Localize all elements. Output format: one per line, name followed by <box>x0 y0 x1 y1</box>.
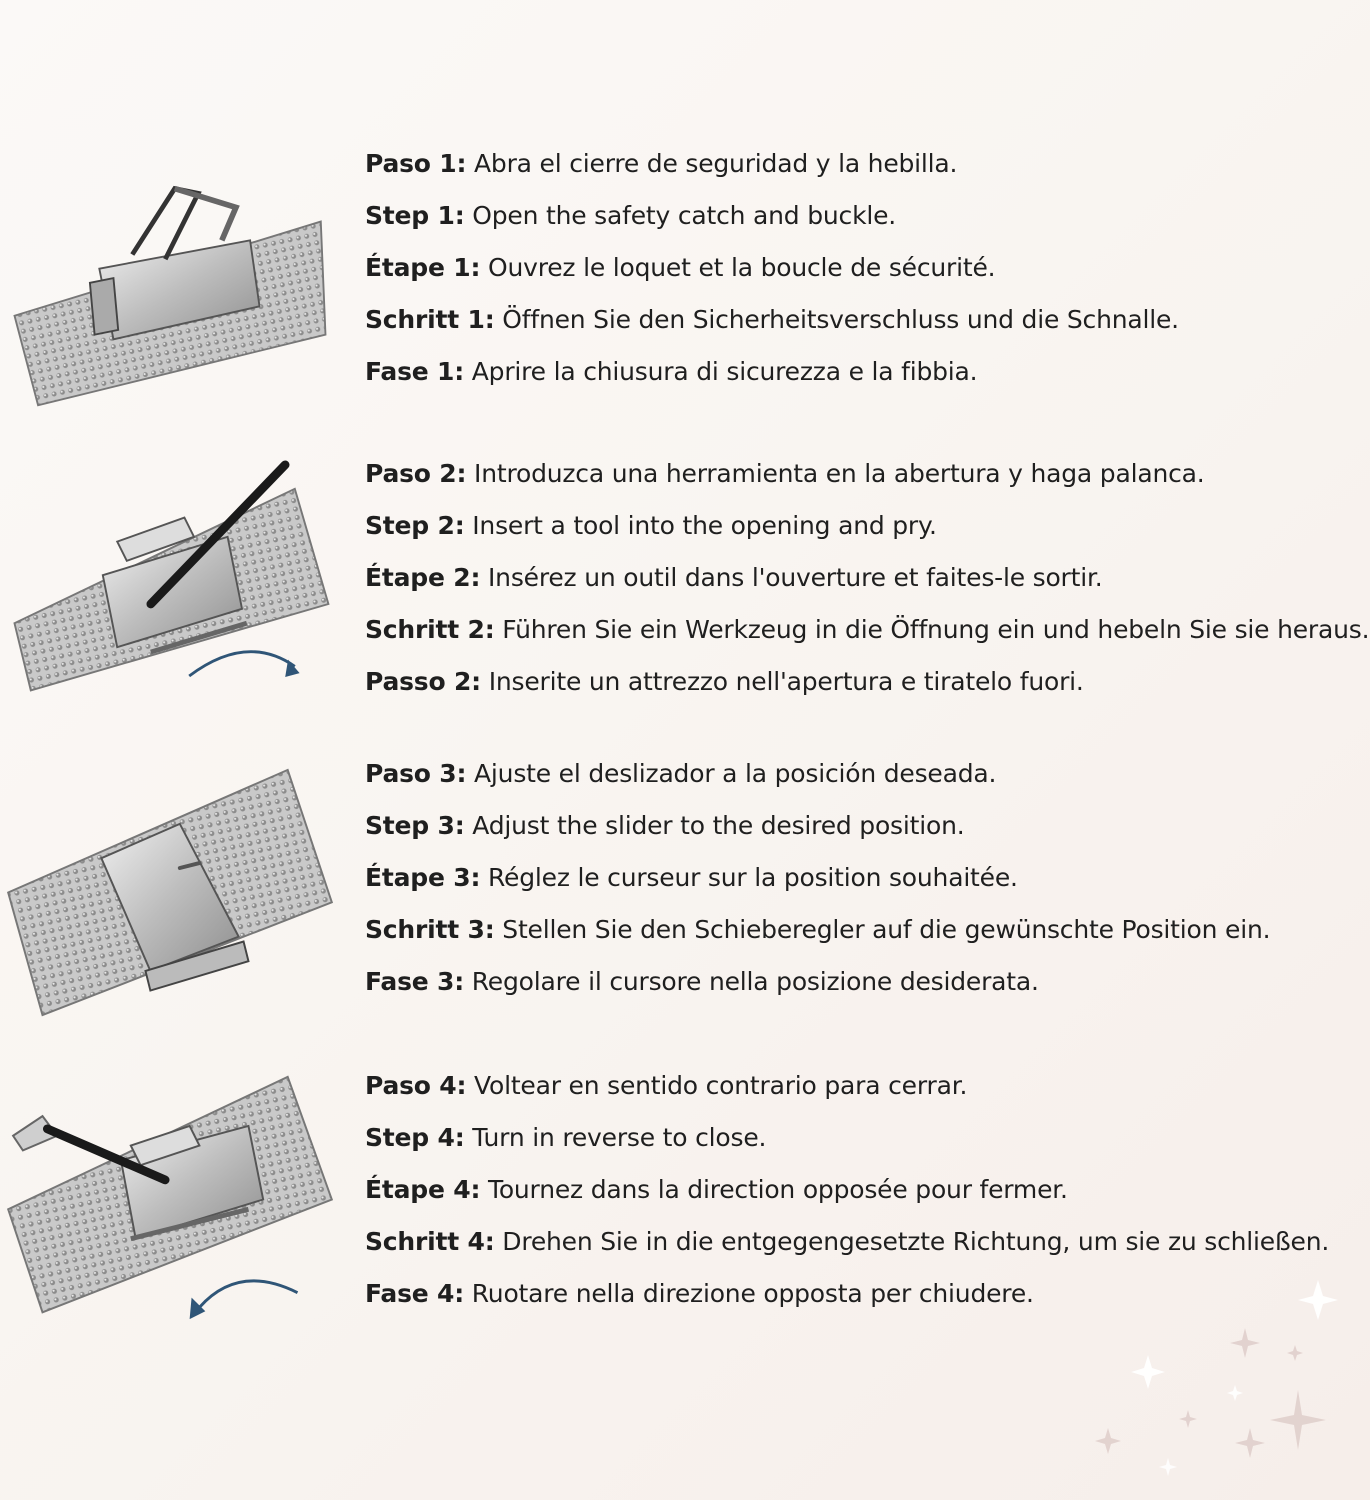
step-4-line-it: Fase 4: Ruotare nella direzione opposta per chiudere. <box>365 1279 1034 1308</box>
step-2-line-it: Passo 2: Inserite un attrezzo nell'apertura e tiratelo fuori. <box>365 667 1084 696</box>
step-1-line-en: Step 1: Open the safety catch and buckle. <box>365 201 897 230</box>
step-2-line-en: Step 2: Insert a tool into the opening and pry. <box>365 511 937 540</box>
step-1-line-it: Fase 1: Aprire la chiusura di sicurezza e la fibbia. <box>365 357 978 386</box>
step-4-line-es: Paso 4: Voltear en sentido contrario para cerrar. <box>365 1071 968 1100</box>
buckle-pry-icon <box>0 460 340 700</box>
step-2-text <box>365 459 1370 720</box>
step-3-line-it: Fase 3: Regolare il cursore nella posizione desiderata. <box>365 967 1039 996</box>
step-2-line-es: Paso 2: Introduzca una herramienta en la abertura y haga palanca. <box>365 459 1205 488</box>
step-1-line-fr: Étape 1: Ouvrez le loquet et la boucle de sécurité. <box>365 253 996 282</box>
step-1-text <box>365 150 1365 410</box>
step-4-line-en: Step 4: Turn in reverse to close. <box>365 1123 767 1152</box>
step-4-line-fr: Étape 4: Tournez dans la direction opposée pour fermer. <box>365 1175 1068 1204</box>
buckle-close-icon <box>0 1072 340 1327</box>
step-2-line-de: Schritt 2: Führen Sie ein Werkzeug in die Öffnung ein und hebeln Sie sie heraus. <box>365 615 1370 644</box>
step-3-line-de: Schritt 3: Stellen Sie den Schieberegler auf die gewünschte Position ein. <box>365 915 1271 944</box>
step-3-text <box>365 760 1365 1020</box>
step-2-line-fr: Étape 2: Insérez un outil dans l'ouverture et faites-le sortir. <box>365 563 1103 592</box>
step-3-line-en: Step 3: Adjust the slider to the desired position. <box>365 811 965 840</box>
step-1-line-de: Schritt 1: Öffnen Sie den Sicherheitsverschluss und die Schnalle. <box>365 305 1179 334</box>
sparkles-decoration <box>1070 1260 1370 1500</box>
step-4-line-de: Schritt 4: Drehen Sie in die entgegengesetzte Richtung, um sie zu schließen. <box>365 1227 1330 1256</box>
step-3-line-fr: Étape 3: Réglez le curseur sur la position souhaitée. <box>365 863 1018 892</box>
buckle-slider-icon <box>0 765 340 1020</box>
step-1-line-es: Paso 1: Abra el cierre de seguridad y la hebilla. <box>365 149 958 178</box>
step-3-line-es: Paso 3: Ajuste el deslizador a la posición deseada. <box>365 759 997 788</box>
buckle-open-icon <box>0 165 340 410</box>
